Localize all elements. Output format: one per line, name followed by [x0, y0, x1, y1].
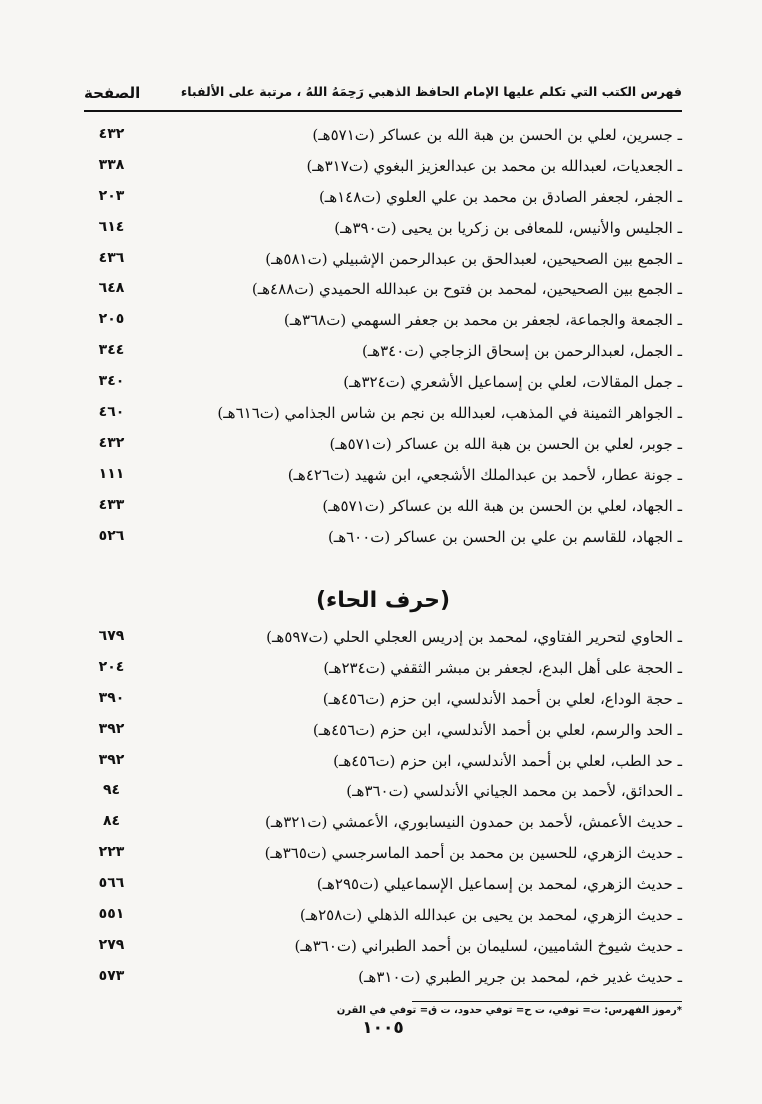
- section-heading: (حرف الحاء): [315, 588, 451, 613]
- entry-title: ـ جونة عطار، لأحمد بن عبدالملك الأشجعي، ابن شهيد (ت٤٢٦هـ): [287, 465, 682, 484]
- entry-title: ـ حديث الزهري، للحسين بن محمد بن أحمد الماسرجسي (ت٣٦٥هـ): [264, 844, 682, 863]
- entry-title: ـ الجمعة والجماعة، لجعفر بن محمد بن جعفر السهمي (ت٣٦٨هـ): [283, 311, 682, 330]
- entry-page-number: ١١١: [98, 465, 125, 482]
- index-entry: [84, 274, 682, 305]
- index-entry: [84, 244, 682, 275]
- entry-title: ـ الجمل، لعبدالرحمن بن إسحاق الزجاجي (ت٣٤٠هـ): [361, 342, 682, 361]
- page-number: ١٠٠٥: [362, 1018, 404, 1038]
- entry-title: ـ الحجة على أهل البدع، لجعفر بن مبشر الثقفي (ت٢٣٤هـ): [323, 658, 682, 677]
- entry-page-number: ٣٩٠: [98, 689, 125, 706]
- index-entry: [84, 213, 682, 244]
- entry-page-number: ٢٠٤: [98, 658, 125, 675]
- index-list-jeem: [84, 120, 682, 552]
- index-entry: [84, 367, 682, 398]
- entry-title: ـ حديث الزهري، لمحمد بن إسماعيل الإسماعيلي (ت٢٩٥هـ): [316, 875, 682, 894]
- entry-page-number: ٤٣٢: [98, 434, 125, 451]
- entry-title: ـ الجواهر الثمينة في المذهب، لعبدالله بن نجم بن شاس الجذامي (ت٦١٦هـ): [217, 404, 682, 423]
- index-entry: [84, 460, 682, 491]
- entry-page-number: ٢٠٥: [98, 311, 125, 328]
- entry-title: ـ الجهاد، لعلي بن الحسن بن هبة الله بن عساكر (ت٥٧١هـ): [322, 496, 682, 515]
- entry-title: ـ حديث شيوخ الشاميين، لسليمان بن أحمد الطبراني (ت٣٦٠هـ): [294, 936, 682, 955]
- footnote: *رموز الفهرس: ت= توفي، ت ح= توفي حدود، ت ق= توفي في القرن: [336, 1005, 682, 1016]
- entry-page-number: ٢٠٣: [98, 187, 125, 204]
- entry-title: ـ الجمع بين الصحيحين، لعبدالحق بن عبدالرحمن الإشبيلي (ت٥٨١هـ): [265, 249, 682, 268]
- entry-page-number: ٦٤٨: [98, 280, 125, 297]
- entry-page-number: ٢٢٣: [98, 844, 125, 861]
- entry-title: ـ الجمع بين الصحيحين، لمحمد بن فتوح بن عبدالله الحميدي (ت٤٨٨هـ): [251, 280, 682, 299]
- index-entry: [84, 491, 682, 522]
- entry-title: ـ حديث غدير خم، لمحمد بن جرير الطبري (ت٣١٠هـ): [358, 967, 682, 986]
- entry-page-number: ٩٤: [102, 782, 121, 799]
- entry-page-number: ٥٥١: [98, 906, 125, 923]
- index-entry: [84, 622, 682, 653]
- page-header: [84, 78, 682, 108]
- entry-page-number: ٥٧٣: [98, 967, 125, 984]
- entry-page-number: ٢٧٩: [98, 936, 125, 953]
- entry-page-number: ٤٣٢: [98, 126, 125, 142]
- index-entry: [84, 715, 682, 746]
- entry-title: ـ جسرين، لعلي بن الحسن بن هبة الله بن عساكر (ت٥٧١هـ): [312, 126, 682, 144]
- entry-title: ـ حجة الوداع، لعلي بن أحمد الأندلسي، ابن حزم (ت٤٥٦هـ): [322, 689, 682, 708]
- entry-page-number: ٣٩٢: [98, 751, 125, 768]
- entry-page-number: ٣٣٨: [98, 156, 125, 173]
- page-column-label: الصفحة: [84, 84, 141, 102]
- index-entry: [84, 305, 682, 336]
- index-entry: [84, 398, 682, 429]
- index-entry: [84, 746, 682, 777]
- entry-title: ـ الجفر، لجعفر الصادق بن محمد بن علي العلوي (ت١٤٨هـ): [318, 187, 682, 206]
- index-entry: [84, 151, 682, 182]
- entry-title: ـ حديث الزهري، لمحمد بن يحيى بن عبدالله الذهلي (ت٢٥٨هـ): [299, 906, 682, 925]
- index-entry: [84, 336, 682, 367]
- index-entry: [84, 962, 682, 993]
- entry-title: ـ حد الطب، لعلي بن أحمد الأندلسي، ابن حزم (ت٤٥٦هـ): [333, 751, 682, 770]
- entry-title: ـ الحد والرسم، لعلي بن أحمد الأندلسي، ابن حزم (ت٤٥٦هـ): [312, 720, 682, 739]
- entry-title: ـ حديث الأعمش، لأحمد بن حمدون النيسابوري، الأعمشي (ت٣٢١هـ): [265, 813, 682, 832]
- index-entry: [84, 807, 682, 838]
- entry-page-number: ٣٩٢: [98, 720, 125, 737]
- index-entry: [84, 429, 682, 460]
- index-entry: [84, 684, 682, 715]
- index-entry: [84, 120, 682, 151]
- entry-title: ـ جمل المقالات، لعلي بن إسماعيل الأشعري (ت٣٢٤هـ): [343, 373, 682, 392]
- index-entry: [84, 182, 682, 213]
- entry-page-number: ٦١٤: [98, 218, 125, 235]
- entry-title: ـ الجهاد، للقاسم بن علي بن الحسن بن عساكر (ت٦٠٠هـ): [327, 527, 682, 546]
- index-list-haa: [84, 622, 682, 993]
- index-entry: [84, 522, 682, 553]
- entry-page-number: ٤٣٦: [98, 249, 125, 266]
- entry-title: ـ جوبر، لعلي بن الحسن بن هبة الله بن عساكر (ت٥٧١هـ): [329, 434, 682, 453]
- entry-page-number: ٣٤٠: [98, 373, 125, 390]
- entry-page-number: ٥٢٦: [98, 527, 125, 544]
- index-entry: [84, 776, 682, 807]
- header-rule: [84, 110, 682, 112]
- footnote-rule: [412, 1001, 682, 1002]
- entry-page-number: ٦٧٩: [98, 628, 125, 644]
- entry-title: ـ الجليس والأنيس، للمعافى بن زكريا بن يحيى (ت٣٩٠هـ): [334, 218, 682, 237]
- header-title: فهرس الكتب التي تكلم عليها الإمام الحافظ الذهبي رَحِمَهُ اللهُ ، مرتبة على الألفباء: [180, 84, 682, 99]
- entry-page-number: ٤٣٣: [98, 496, 125, 513]
- index-entry: [84, 653, 682, 684]
- entry-title: ـ الجعديات، لعبدالله بن محمد بن عبدالعزيز البغوي (ت٣١٧هـ): [306, 156, 682, 175]
- entry-title: ـ الحاوي لتحرير الفتاوي، لمحمد بن إدريس العجلي الحلي (ت٥٩٧هـ): [266, 628, 682, 646]
- index-entry: [84, 838, 682, 869]
- index-entry: [84, 900, 682, 931]
- entry-page-number: ٤٦٠: [98, 404, 125, 421]
- entry-page-number: ٨٤: [102, 813, 121, 830]
- entry-page-number: ٥٦٦: [98, 875, 125, 892]
- index-entry: [84, 931, 682, 962]
- entry-page-number: ٣٤٤: [98, 342, 125, 359]
- index-entry: [84, 869, 682, 900]
- entry-title: ـ الحدائق، لأحمد بن محمد الجياني الأندلسي (ت٣٦٠هـ): [346, 782, 682, 801]
